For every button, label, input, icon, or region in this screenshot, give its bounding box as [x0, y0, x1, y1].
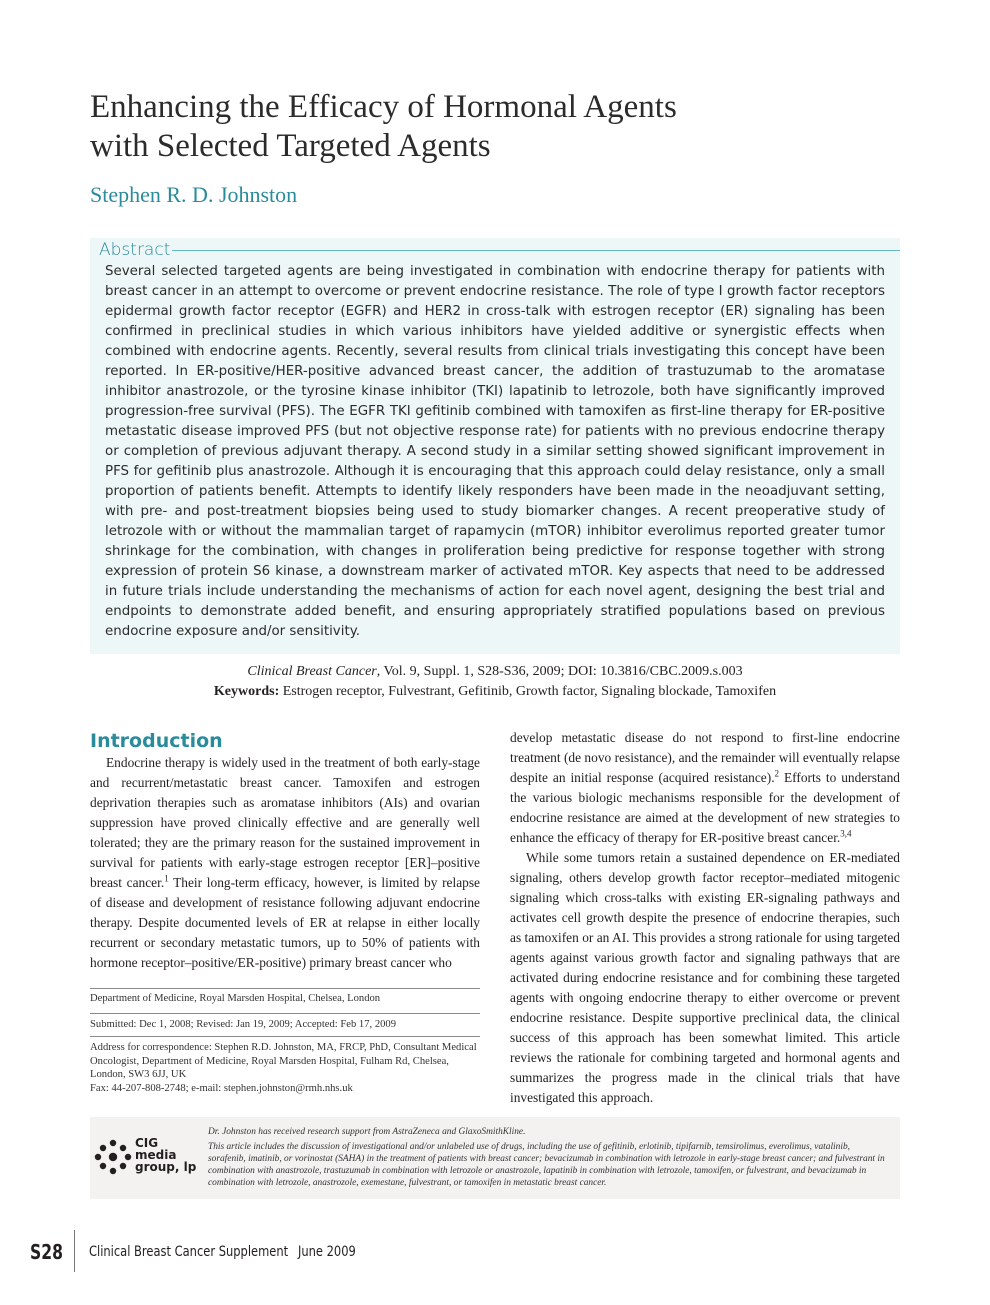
paragraph-text: develop metastatic disease do not respond to first-line endocrine treatment (de novo resistance), and the remainder will eventually relapse despite an initial response (acquired resistance). — [510, 730, 900, 785]
logo-line: media — [135, 1148, 177, 1162]
logo-wordmark — [135, 1137, 196, 1173]
footnote-divider — [90, 1013, 480, 1014]
paragraph — [510, 728, 900, 848]
disclosure-text — [208, 1126, 890, 1192]
logo-line: group, lp — [135, 1160, 197, 1174]
footnote-affiliation: Department of Medicine, Royal Marsden Hospital, Chelsea, London — [90, 993, 381, 1004]
paragraph — [90, 753, 480, 973]
footnote-divider — [90, 988, 480, 989]
footer-date: June 2009 — [297, 1244, 356, 1260]
author-name: Stephen R. D. Johnston — [90, 182, 298, 207]
title-line-2: with Selected Targeted Agents — [90, 128, 491, 164]
footer-divider — [74, 1230, 75, 1272]
page-number: S28 — [30, 1240, 63, 1264]
footer-journal: Clinical Breast Cancer Supplement — [89, 1244, 289, 1260]
running-footer — [89, 1244, 356, 1260]
footnote-divider — [90, 1036, 480, 1037]
paragraph-text: Efforts to understand the various biologic mechanisms responsible for the development of endocrine resistance are aimed at the development of new strategies to enhance the efficacy of therapy for ER-positive breast cancer. — [510, 770, 900, 845]
disclosure-support: Dr. Johnston has received research support from AstraZeneca and GlaxoSmithKline. — [208, 1127, 526, 1137]
paragraph-text: Endocrine therapy is widely used in the treatment of both early-stage and recurrent/metastatic breast cancer. Tamoxifen and estrogen deprivation therapies such as aromatase inhibitors (AIs) and ovarian suppression have proved clinically effective and are generally well tolerated; they are the primary reason for the sustained improvement in survival for patients with early-stage estrogen receptor [ER]–positive breast cancer. — [90, 755, 480, 890]
article-title — [90, 88, 850, 166]
citation-line — [90, 662, 900, 682]
footnote-correspondence: Address for correspondence: Stephen R.D. Johnston, MA, FRCP, PhD, Consultant Medical Oncologist, Department of Medicine, Royal Marsden Hospital, Fulham Rd, Chelsea, London, SW3 6JJ, UK — [90, 1042, 477, 1080]
reference-2[interactable]: 2 — [774, 768, 780, 779]
section-heading-introduction: Introduction — [90, 730, 223, 752]
logo-line: CIG — [135, 1136, 159, 1150]
reference-1[interactable]: 1 — [164, 873, 169, 884]
left-column — [90, 753, 480, 973]
footnote-dates: Submitted: Dec 1, 2008; Revised: Jan 19, 2009; Accepted: Feb 17, 2009 — [90, 1019, 397, 1030]
abstract-label: Abstract — [99, 240, 171, 260]
keywords-list: Estrogen receptor, Fulvestrant, Gefitinib, Growth factor, Signaling blockade, Tamoxifen — [279, 684, 777, 699]
abstract-text: Several selected targeted agents are being investigated in combination with endocrine therapy for patients with breast cancer in an attempt to overcome or prevent endocrine resistance. The role of type I growth factor receptors epidermal growth factor receptor (EGFR) and HER2 in cross-talk with estrogen receptor (ER) signaling has been confirmed in preclinical studies in which various inhibitors have yielded additive or synergistic effects when combined with endocrine agents. Recently, several results from clinical trials investigating this concept have been reported. In ER-positive/HER-positive advanced breast cancer, the addition of trastuzumab to the aromatase inhibitor anastrozole, or the tyrosine kinase inhibitor (TKI) lapatinib to letrozole, both have significantly improved progression-free survival (PFS). The EGFR TKI gefitinib combined with tamoxifen as first-line therapy for ER-positive metastatic disease improved PFS (but not objective response rate) for patients with no previous endocrine therapy or completion of previous adjuvant therapy. A second study in a similar setting showed significant improvement in PFS for gefitinib plus anastrozole. Although it is encouraging that this approach could delay resistance, only a small proportion of patients benefit. Attempts to identify likely responders have been made in the neoadjuvant setting, with pre- and post-treatment biopsies being used to study biomarker changes. A recent preoperative study of letrozole with or without the mammalian target of rapamycin (mTOR) inhibitor everolimus reported greater tumor shrinkage for the combination, with changes in proliferation being predictive for response together with strong expression of protein S6 kinase, a downstream marker of activated mTOR. Key aspects that need to be addressed in future trials include understanding the mechanisms of action for each novel agent, designing the best trial and endpoints to demonstrate added benefit, and ensuring appropriately stratified populations based on previous endocrine exposure and/or sensitivity. — [105, 264, 885, 639]
abstract-divider — [172, 250, 900, 251]
citation-details: , Vol. 9, Suppl. 1, S28-S36, 2009; DOI: 10.3816/CBC.2009.s.003 — [376, 664, 743, 679]
keywords-label: Keywords: — [213, 684, 280, 699]
title-line-1: Enhancing the Efficacy of Hormonal Agents — [90, 89, 677, 125]
disclosure-offlabel: This article includes the discussion of investigational and/or unlabeled use of drugs, including the use of gefitinib, erlotinib, tipifarnib, temsirolimus, everolimus, vatalinib, sorafenib, imatinib, or vorinostat (SAHA) in the treatment of patients with breast cancer; bevacizumab in combination with letrozole in early-stage breast cancer; and fulvestrant in combination with anastrozole, trastuzumab in combination with letrozole or anastrozole, lapatinib in combination with letrozole, tamoxifen, or fulvestrant, and bevacizumab in combination with letrozole, anastrozole, exemestane, fulvestrant, or tamoxifen in metastatic breast cancer. — [208, 1142, 885, 1188]
reference-3-4[interactable]: 3,4 — [840, 828, 852, 839]
keywords-line — [90, 682, 900, 702]
citation-journal: Clinical Breast Cancer — [247, 664, 377, 679]
paragraph: While some tumors retain a sustained dependence on ER-mediated signaling, others develop growth factor receptor–mediated mitogenic signaling which cross-talks with existing ER-signaling pathways and activates cell growth despite the presence of endocrine therapies, such as tamoxifen or an AI. This provides a strong rationale for using targeted agents against various growth factor and signaling pathways that are activated during endocrine resistance and for combining these targeted agents with ongoing endocrine therapy to either overcome or prevent endocrine resistance. Despite supportive preclinical data, the clinical success of this approach has been somewhat limited. This article reviews the rationale for combining targeted and hormonal agents and summarizes the progress made in the clinical trials that have investigated this approach. — [510, 850, 900, 1105]
paragraph-text: Their long-term efficacy, however, is limited by relapse of disease and development of resistance following adjuvant endocrine therapy. Despite documented levels of ER at relapse in either locally recurrent or secondary metastatic tumors, up to 50% of patients with hormone receptor–positive/ER-positive) primary breast cancer who — [90, 875, 481, 970]
right-column — [510, 728, 900, 1108]
footnote-contact: Fax: 44-207-808-2748; e-mail: stephen.johnston@rmh.nhs.uk — [90, 1083, 353, 1094]
